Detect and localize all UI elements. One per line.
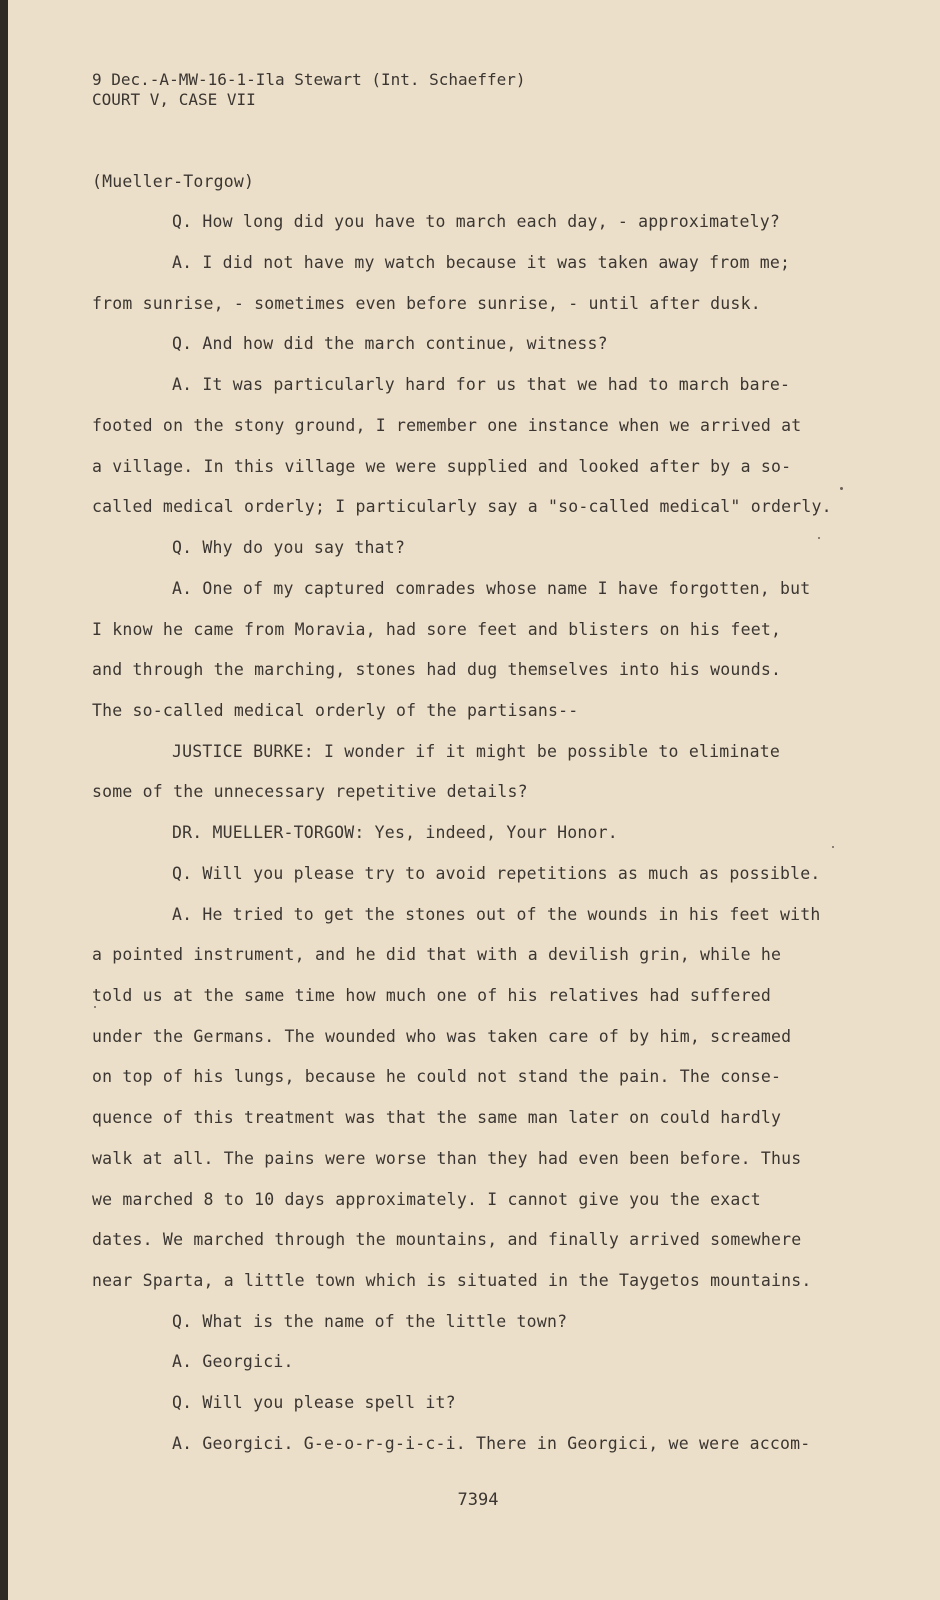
answer-line: A. I did not have my watch because it was taken away from me; (172, 253, 791, 272)
text-line: I know he came from Moravia, had sore feet and blisters on his feet, (92, 620, 782, 639)
paper-speck (840, 487, 843, 490)
answer-line: A. He tried to get the stones out of the wounds in his feet with (172, 905, 821, 924)
question-line: Q. Will you please spell it? (172, 1393, 456, 1412)
paper-speck (94, 1006, 96, 1008)
text-line: a village. In this village we were supplied and looked after by a so- (92, 457, 792, 476)
question-line: Q. Why do you say that? (172, 538, 406, 557)
header-line-court-case: COURT V, CASE VII (92, 90, 256, 109)
answer-line: A. Georgici. G-e-o-r-g-i-c-i. There in Georgici, we were accom- (172, 1434, 811, 1453)
text-line: footed on the stony ground, I remember one instance when we arrived at (92, 416, 802, 435)
answer-line: A. It was particularly hard for us that we had to march bare- (172, 375, 791, 394)
paper-speck (832, 846, 834, 848)
document-header (92, 70, 525, 110)
question-line: Q. And how did the march continue, witness? (172, 334, 608, 353)
text-line: from sunrise, - sometimes even before sunrise, - until after dusk. (92, 294, 761, 313)
text-line: and through the marching, stones had dug themselves into his wounds. (92, 660, 782, 679)
text-line: dates. We marched through the mountains, and finally arrived somewhere (92, 1230, 802, 1249)
text-line: quence of this treatment was that the same man later on could hardly (92, 1108, 782, 1127)
text-line: on top of his lungs, because he could not stand the pain. The conse- (92, 1067, 782, 1086)
text-line: The so-called medical orderly of the partisans-- (92, 701, 579, 720)
text-line: a pointed instrument, and he did that with a devilish grin, while he (92, 945, 782, 964)
header-line-date-ref: 9 Dec.-A-MW-16-1-Ila Stewart (Int. Schaeffer) (92, 70, 526, 89)
text-line: near Sparta, a little town which is situated in the Taygetos mountains. (92, 1271, 812, 1290)
answer-line: A. One of my captured comrades whose name I have forgotten, but (172, 579, 811, 598)
page-number: 7394 (457, 1490, 499, 1510)
question-line: Q. What is the name of the little town? (172, 1312, 568, 1331)
text-line: walk at all. The pains were worse than they had even been before. Thus (92, 1149, 802, 1168)
paper-speck (818, 537, 820, 539)
text-line: called medical orderly; I particularly say a "so-called medical" orderly. (92, 497, 832, 516)
question-line: Q. How long did you have to march each day, - approximately? (172, 212, 781, 231)
text-line: some of the unnecessary repetitive details? (92, 782, 528, 801)
justice-line: JUSTICE BURKE: I wonder if it might be possible to eliminate (172, 742, 781, 761)
speaker-label: (Mueller-Torgow) (92, 172, 255, 191)
question-line: Q. Will you please try to avoid repetitions as much as possible. (172, 864, 821, 883)
text-line: we marched 8 to 10 days approximately. I cannot give you the exact (92, 1190, 761, 1209)
counsel-line: DR. MUELLER-TORGOW: Yes, indeed, Your Honor. (172, 823, 618, 842)
text-line: told us at the same time how much one of his relatives had suffered (92, 986, 771, 1005)
answer-line: A. Georgici. (172, 1352, 294, 1371)
text-line: under the Germans. The wounded who was taken care of by him, screamed (92, 1027, 792, 1046)
